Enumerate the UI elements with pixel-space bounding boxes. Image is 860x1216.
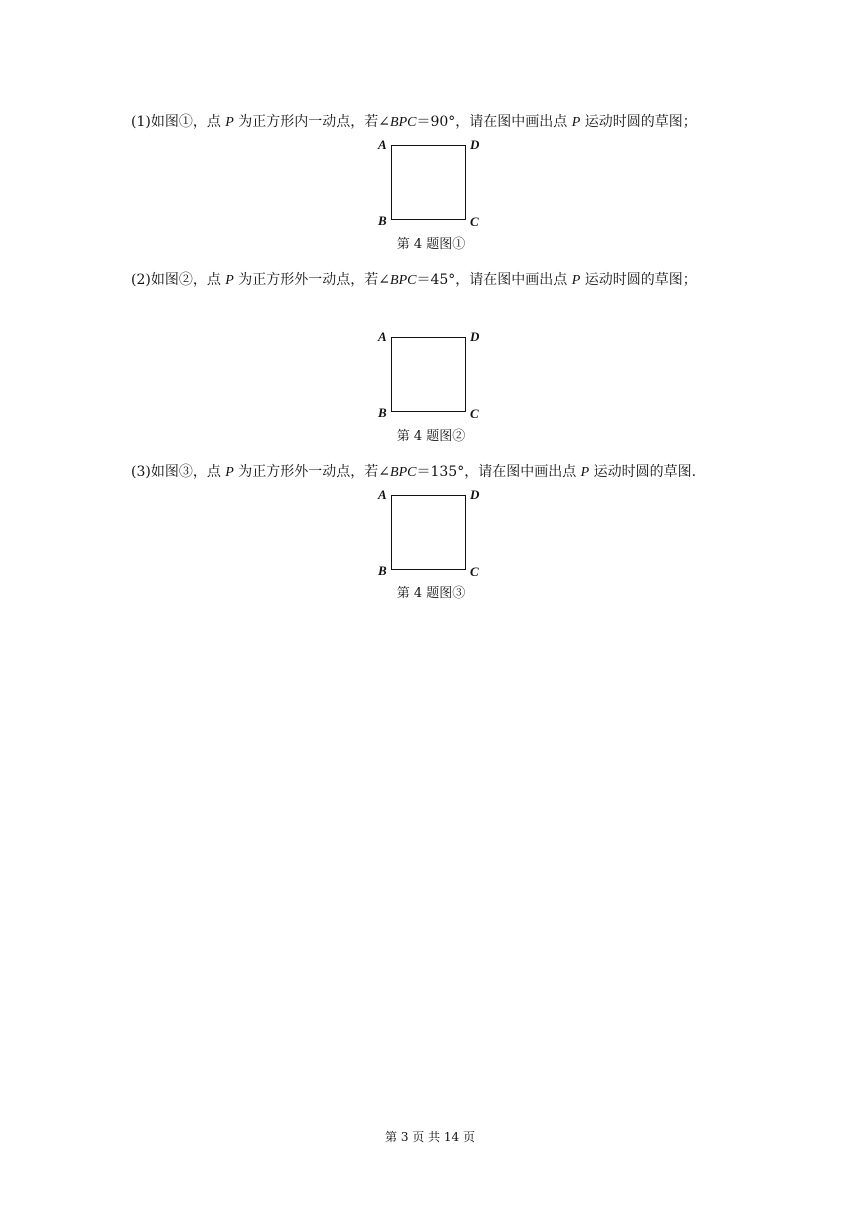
- vertex-c-label: C: [470, 564, 479, 579]
- vertex-d-label: D: [470, 329, 480, 344]
- vertex-d-label: D: [470, 487, 480, 502]
- square-abcd: [391, 495, 466, 570]
- vertex-a-label: A: [378, 137, 387, 152]
- question-1: [131, 113, 771, 132]
- square-abcd: [391, 337, 466, 412]
- question-1-mid: 为正方形内一动点，若∠: [233, 114, 391, 130]
- question-2-suffix: 运动时圆的草图；: [580, 272, 697, 288]
- question-3: [131, 463, 771, 482]
- figure-2-caption: 第 4 题图②: [396, 429, 466, 444]
- angle-bpc: BPC: [390, 273, 417, 288]
- vertex-c-label: C: [470, 214, 479, 229]
- figure-3-caption: 第 4 题图③: [396, 586, 466, 601]
- vertex-b-label: B: [378, 405, 387, 420]
- vertex-a-label: A: [378, 487, 387, 502]
- page-footer: 第 3 页 共 14 页: [385, 1130, 475, 1144]
- figure-1-square: [378, 138, 484, 230]
- vertex-b-label: B: [378, 563, 387, 578]
- question-2-mid: 为正方形外一动点，若∠: [233, 272, 391, 288]
- angle-bpc: BPC: [390, 465, 417, 480]
- point-p: P: [225, 115, 234, 130]
- question-3-suffix: 运动时圆的草图.: [589, 464, 697, 480]
- point-p: P: [571, 115, 581, 130]
- question-3-prefix: (3)如图③，点: [131, 464, 226, 480]
- question-2-prefix: (2)如图②，点: [131, 272, 226, 288]
- question-2-condition: ＝45°，请在图中画出点: [416, 272, 572, 288]
- angle-bpc: BPC: [390, 115, 417, 130]
- question-1-condition: ＝90°，请在图中画出点: [416, 114, 572, 130]
- point-p: P: [571, 273, 581, 288]
- figure-1-caption: 第 4 题图①: [396, 237, 466, 252]
- vertex-d-label: D: [470, 137, 480, 152]
- vertex-c-label: C: [470, 406, 479, 421]
- point-p: P: [225, 465, 234, 480]
- question-1-suffix: 运动时圆的草图；: [580, 114, 697, 130]
- question-2: [131, 271, 771, 290]
- figure-3-square: [378, 488, 484, 580]
- question-3-condition: ＝135°，请在图中画出点: [416, 464, 581, 480]
- figure-2-square: [378, 330, 484, 422]
- point-p: P: [225, 273, 234, 288]
- vertex-a-label: A: [378, 329, 387, 344]
- square-abcd: [391, 145, 466, 220]
- question-3-mid: 为正方形外一动点，若∠: [233, 464, 391, 480]
- point-p: P: [580, 465, 590, 480]
- vertex-b-label: B: [378, 213, 387, 228]
- question-1-prefix: (1)如图①，点: [131, 114, 226, 130]
